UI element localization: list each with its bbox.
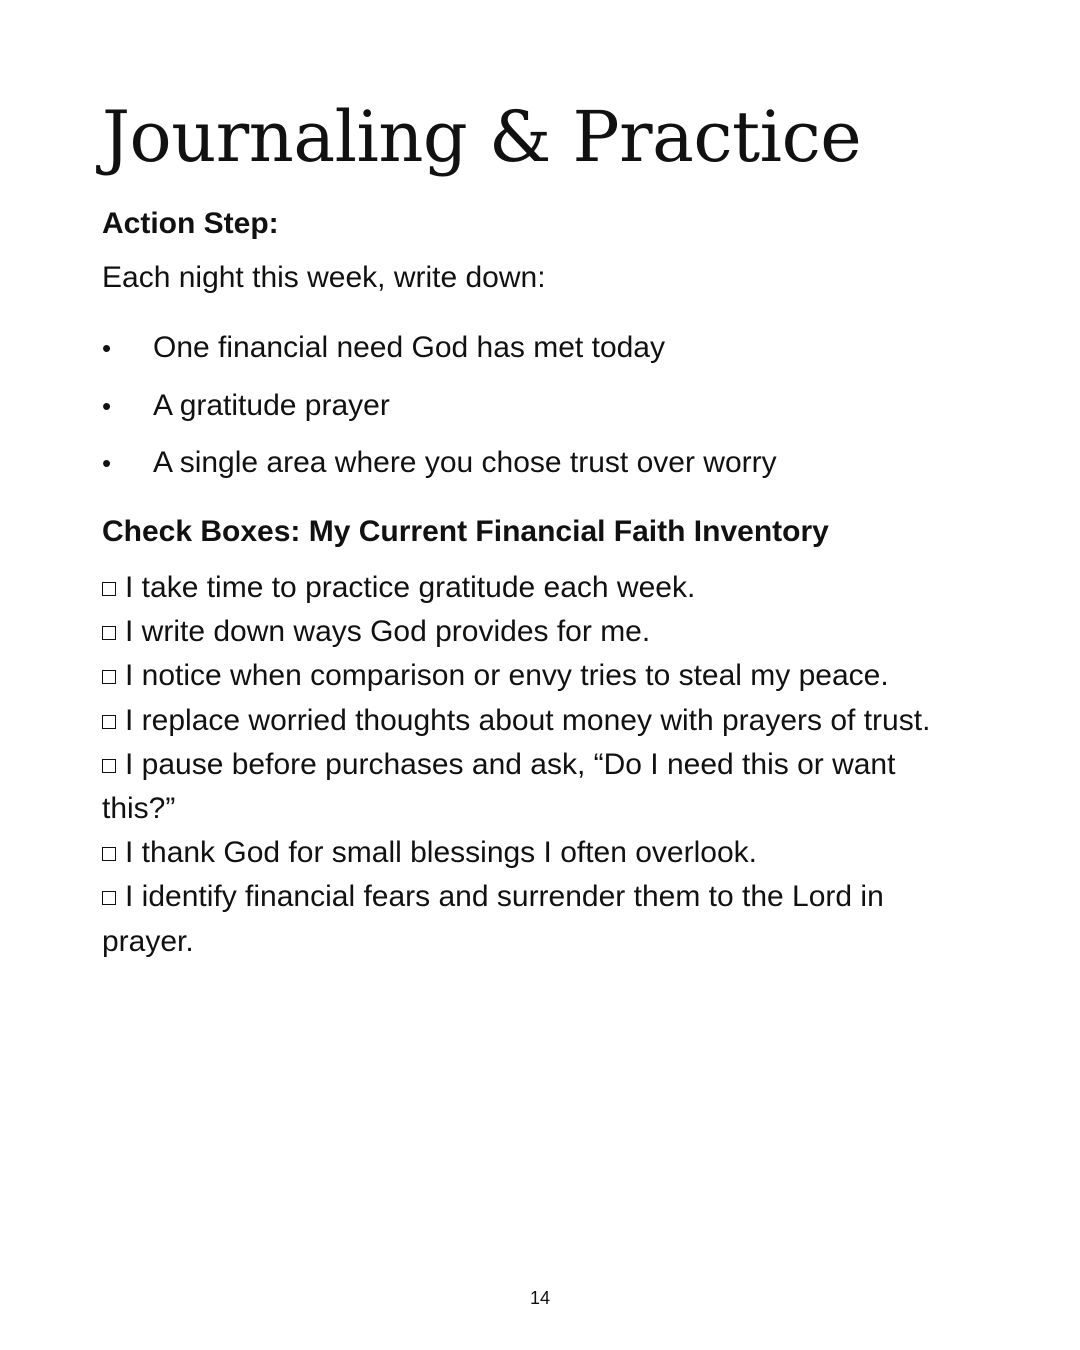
checklist-item-text: I write down ways God provides for me.: [125, 615, 651, 649]
list-item-text: A single area where you chose trust over worry: [153, 446, 777, 479]
bullet-dot-icon: •: [102, 390, 112, 421]
checklist-item: [102, 831, 962, 875]
checklist-item: [102, 566, 962, 610]
bullet-dot-icon: •: [102, 333, 112, 363]
checklist-item-text: I identify financial fears and surrender them to the Lord in prayer.: [102, 880, 884, 958]
inventory-checklist: [102, 566, 962, 964]
empty-checkbox-icon: [102, 891, 116, 905]
checklist-item: [102, 743, 962, 831]
list-item: [102, 386, 777, 444]
action-step-intro: Each night this week, write down:: [102, 261, 546, 294]
list-item: [102, 443, 777, 501]
action-step-heading: Action Step:: [102, 207, 279, 240]
list-item-text: One financial need God has met today: [153, 331, 665, 364]
empty-checkbox-icon: [102, 582, 116, 596]
checklist-item-text: I replace worried thoughts about money with prayers of trust.: [125, 703, 931, 737]
empty-checkbox-icon: [102, 847, 116, 861]
checklist-item-text: I thank God for small blessings I often overlook.: [125, 836, 757, 870]
checklist-item: [102, 654, 962, 698]
empty-checkbox-icon: [102, 670, 116, 684]
inventory-heading: Check Boxes: My Current Financial Faith Inventory: [102, 515, 829, 548]
page-number: 14: [529, 1288, 551, 1308]
checklist-item-text: I take time to practice gratitude each week.: [125, 571, 696, 604]
list-item: [102, 328, 777, 386]
checklist-item: [102, 610, 962, 654]
checklist-item: [102, 699, 962, 743]
empty-checkbox-icon: [102, 715, 116, 729]
action-step-list: [102, 328, 777, 501]
empty-checkbox-icon: [102, 626, 116, 640]
checklist-item-text: I notice when comparison or envy tries to steal my peace.: [125, 659, 889, 693]
empty-checkbox-icon: [102, 759, 116, 773]
bullet-dot-icon: •: [102, 448, 112, 478]
checklist-item: [102, 875, 962, 963]
page-title: Journaling & Practice: [102, 96, 862, 178]
checklist-item-text: I pause before purchases and ask, “Do I need this or want this?”: [102, 747, 896, 826]
list-item-text: A gratitude prayer: [153, 388, 390, 422]
